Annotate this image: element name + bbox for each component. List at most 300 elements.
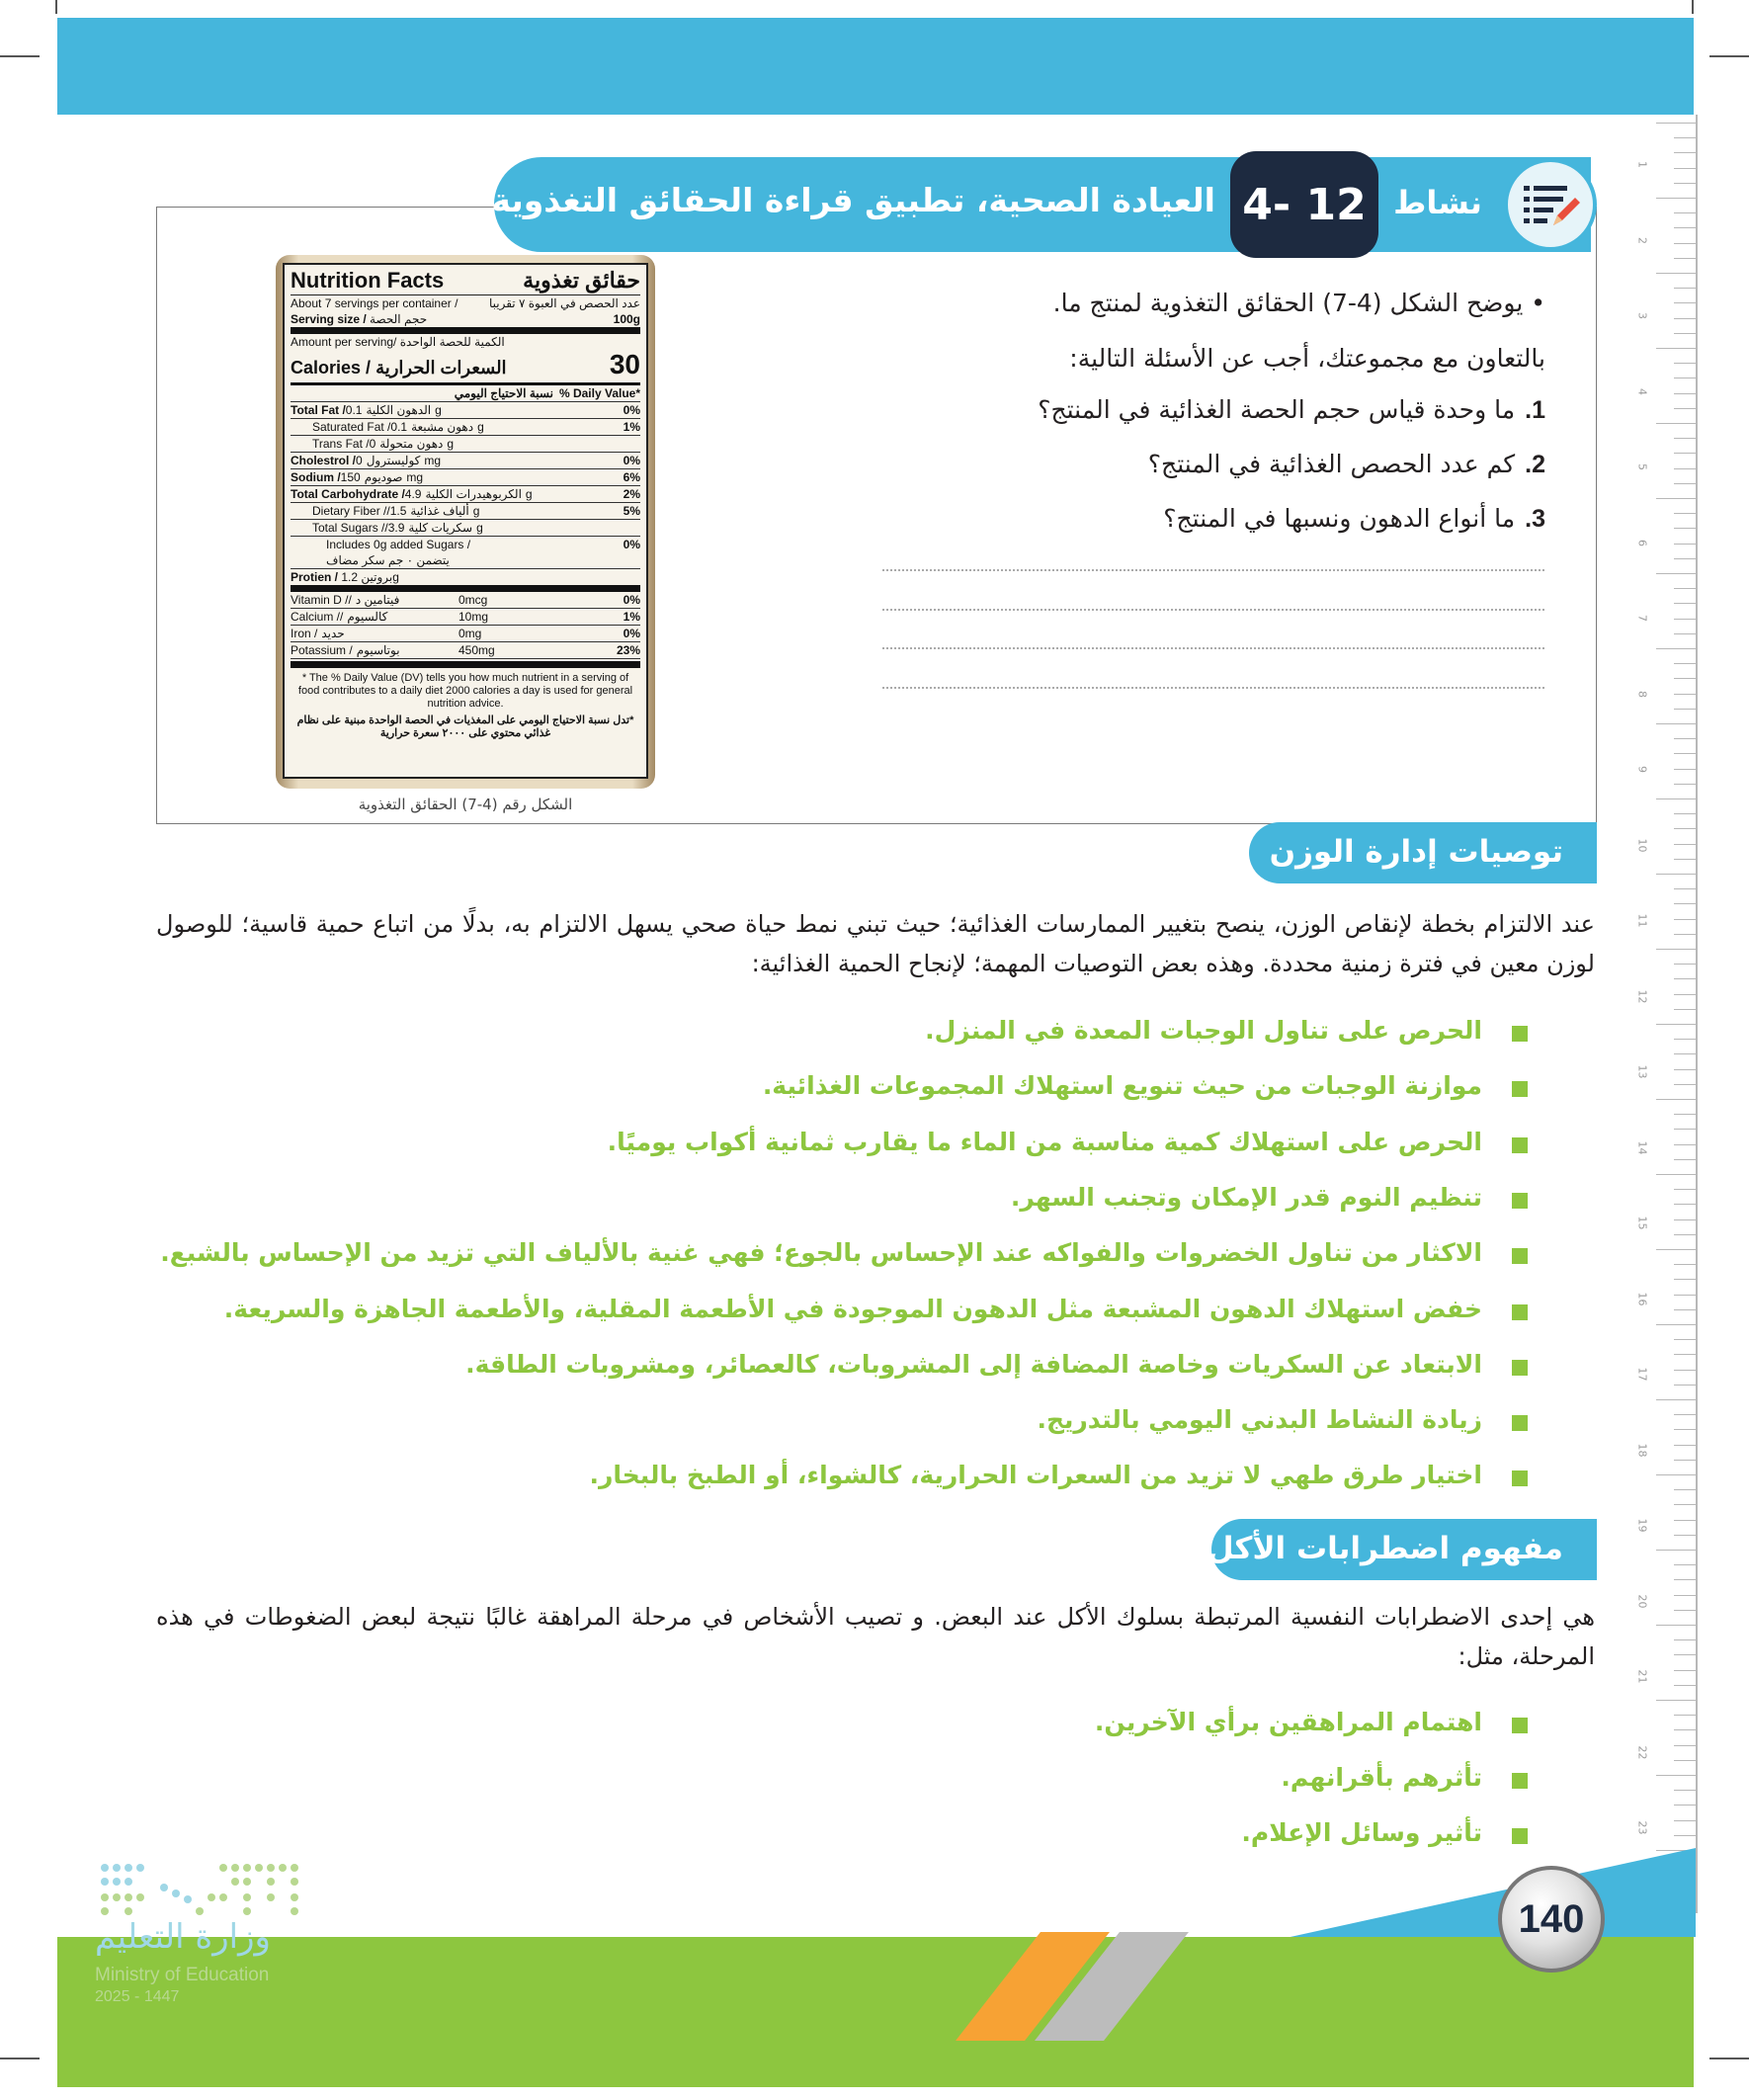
label-row-amount: 150mg — [340, 470, 424, 484]
ruler-tick — [1674, 1069, 1696, 1070]
ruler-tick — [1674, 318, 1696, 319]
label-mineral-name — [291, 642, 458, 658]
ruler-tick — [1674, 1370, 1696, 1371]
ruler-number: 11 — [1635, 913, 1649, 928]
label-footnote-en: * The % Daily Value (DV) tells you how much nutrient in a serving of food contributes to a daily diet 2000 calories a day is used for general nutrition advice. — [297, 672, 633, 710]
label-row — [291, 486, 640, 503]
ruler-tick — [1674, 1835, 1696, 1836]
ruler-number: 21 — [1635, 1669, 1649, 1684]
label-row-ar: كوليسترول — [366, 454, 421, 467]
ruler-tick — [1674, 1639, 1696, 1640]
label-mineral-amount: 450mg — [458, 643, 495, 657]
list-item: الحرص على استهلاك كمية مناسبة من الماء ما يقارب ثمانية أكواب يوميًا. — [607, 1127, 1482, 1156]
weight-section-title: توصيات إدارة الوزن — [1269, 834, 1563, 870]
ministry-name-ar: وزارة التعليم — [95, 1917, 271, 1957]
label-row-ar: سكريات كلية — [408, 521, 473, 535]
ruler-tick — [1674, 1670, 1696, 1671]
label-calories-ar: السعرات الحرارية — [375, 358, 507, 378]
label-mineral-amount: 0mcg — [458, 593, 488, 607]
ruler-tick — [1674, 528, 1696, 529]
label-amount-en: Amount per serving/ — [291, 335, 397, 349]
answer-line[interactable] — [882, 569, 1544, 571]
eating-section-title: مفهوم اضطرابات الأكل — [1207, 1531, 1563, 1566]
label-row-ar: الكربوهيدرات الكلية — [425, 487, 522, 501]
ruler-tick — [1656, 123, 1696, 124]
weight-section-header — [1249, 822, 1597, 883]
label-row-ar: صوديوم — [364, 470, 403, 484]
ruler-tick — [1674, 152, 1696, 153]
ruler-tick — [1656, 648, 1696, 649]
ruler-tick — [1656, 1775, 1696, 1776]
ruler-tick — [1674, 1295, 1696, 1296]
crop-mark — [1709, 55, 1749, 57]
ruler-tick — [1674, 212, 1696, 213]
question-text: كم عدد الحصص الغذائية في المنتج؟ — [1147, 450, 1516, 478]
ruler-tick — [1674, 694, 1696, 695]
label-calories-en: Calories / — [291, 358, 372, 378]
label-mineral-dv: 0% — [623, 627, 640, 640]
ruler-number: 4 — [1635, 387, 1649, 395]
ruler-tick — [1674, 1129, 1696, 1130]
ruler-tick — [1674, 288, 1696, 289]
label-amount — [291, 334, 640, 350]
ruler-tick — [1674, 258, 1696, 259]
ruler-tick — [1656, 273, 1696, 274]
label-row-amount: 0.1g — [390, 420, 484, 434]
eating-section-header — [1207, 1519, 1597, 1580]
question-number: 3. — [1525, 505, 1545, 533]
ruler-tick — [1674, 1414, 1696, 1415]
ruler-number: 22 — [1635, 1745, 1649, 1759]
label-row-ar: الدهون الكلية — [366, 403, 432, 417]
label-row — [291, 419, 640, 436]
bullet-square-icon — [1512, 1248, 1528, 1264]
label-row — [291, 402, 640, 419]
label-footnote-ar: *تدل نسبة الاحتياج اليومي على المغذيات في الحصة الواحدة مبنية على نظام غذائي محتوي على ٢٠٠٠ سعرة حرارية — [296, 714, 634, 739]
ruler-tick — [1674, 393, 1696, 394]
ruler-tick — [1674, 1385, 1696, 1386]
ruler-tick — [1674, 978, 1696, 979]
intro-bullet-line: • يوضح الشكل (4-7) الحقائق التغذوية لمنتج ما. — [1052, 289, 1545, 317]
ruler-tick — [1674, 784, 1696, 785]
ruler-tick — [1674, 1729, 1696, 1730]
ruler-tick — [1674, 1504, 1696, 1505]
ruler-number: 7 — [1635, 615, 1649, 622]
question-item — [1148, 450, 1545, 479]
bullet-square-icon — [1512, 1415, 1528, 1431]
ruler-tick — [1674, 903, 1696, 904]
label-protein-value: 1.2g — [341, 570, 399, 584]
label-row-en: Dietary Fiber // — [312, 504, 390, 518]
list-item: زيادة النشاط البدني اليومي بالتدريج. — [1037, 1405, 1482, 1435]
ruler-number: 16 — [1635, 1292, 1649, 1305]
ruler-number: 12 — [1635, 989, 1649, 1003]
ruler-tick — [1674, 1805, 1696, 1806]
label-mineral-en: Potassium / — [291, 643, 353, 657]
intro-bullet-text: يوضح الشكل (4-7) الحقائق التغذوية لمنتج ما. — [1052, 289, 1524, 317]
label-servings-ar: عدد الحصص في العبوة ٧ تقريبا — [488, 296, 640, 310]
label-calories — [291, 350, 640, 385]
ruler-tick — [1674, 888, 1696, 889]
list-item: الاكثار من تناول الخضروات والفواكه عند الإحساس بالجوع؛ فهي غنية بالألياف التي تزيد من الإحساس بالشبع. — [160, 1238, 1482, 1268]
label-row-ar: ألياف غذائية — [410, 504, 469, 518]
crop-mark — [0, 2058, 40, 2059]
bullet-square-icon — [1512, 1081, 1528, 1097]
list-item: اختيار طرق طهي لا تزيد من السعرات الحرارية، كالشواء، أو الطبخ بالبخار. — [589, 1461, 1482, 1490]
ruler-tick — [1674, 859, 1696, 860]
ruler-tick — [1674, 483, 1696, 484]
label-row — [291, 469, 640, 486]
label-mineral-ar: كالسيوم — [347, 610, 388, 624]
label-mineral-row — [291, 626, 640, 642]
label-mineral-en: Calcium // — [291, 610, 344, 624]
ministry-year: 2025 - 1447 — [95, 1988, 180, 2005]
ruler-tick — [1674, 1234, 1696, 1235]
answer-line[interactable] — [882, 687, 1544, 689]
label-row — [291, 520, 640, 537]
question-text: ما أنواع الدهون ونسبها في المنتج؟ — [1163, 504, 1516, 533]
ruler-tick — [1674, 964, 1696, 965]
label-servings — [291, 295, 640, 311]
crop-mark — [0, 55, 40, 57]
ruler-tick — [1674, 1445, 1696, 1446]
top-color-band — [57, 18, 1694, 115]
weight-paragraph: عند الالتزام بخطة لإنقاص الوزن، ينصح بتغيير الممارسات الغذائية؛ حيث تبني نمط حياة صحي يسهل الالتزام به، بدلًا من اتباع حمية قاسية؛ للوصول لوزن معين في فترة زمنية محددة. وهذه بعض التوصيات المهمة؛ لإنجاح الحمية الغذائية: — [156, 910, 1595, 977]
ruler-tick — [1674, 453, 1696, 454]
ruler-tick — [1674, 1264, 1696, 1265]
intro-instruction: بالتعاون مع مجموعتك، أجب عن الأسئلة التالية: — [1069, 344, 1545, 373]
crop-mark — [55, 0, 57, 14]
ruler-tick — [1674, 844, 1696, 845]
label-row-name — [312, 436, 454, 452]
ruler-tick — [1674, 1339, 1696, 1340]
ruler-tick — [1656, 874, 1696, 875]
label-row-dv: 5% — [623, 504, 640, 518]
ruler-tick — [1656, 423, 1696, 424]
bullet-square-icon — [1512, 1773, 1528, 1789]
label-row-amount: 1.5g — [389, 504, 480, 518]
label-mineral-amount: 0mg — [458, 627, 482, 640]
ruler-tick — [1674, 1204, 1696, 1205]
ruler-tick — [1674, 1610, 1696, 1611]
label-added-sugars-ar: يتضمن ٠ جم سكر مضاف — [326, 553, 450, 567]
ruler-tick — [1656, 1249, 1696, 1250]
bullet-square-icon — [1512, 1026, 1528, 1042]
ruler-number: 2 — [1635, 236, 1649, 244]
crop-mark — [1709, 2058, 1749, 2059]
ruler-tick — [1674, 1820, 1696, 1821]
label-mineral-row — [291, 592, 640, 609]
ruler-tick — [1674, 1760, 1696, 1761]
ruler-tick — [1674, 1715, 1696, 1716]
ruler-tick — [1674, 603, 1696, 604]
ruler-number: 13 — [1635, 1064, 1649, 1079]
eating-paragraph: هي إحدى الاضطرابات النفسية المرتبطة بسلوك الأكل عند البعض. و تصيب الأشخاص في مرحلة المراهقة غالبًا نتيجة لبعض الضغوطات في هذه المرحلة، مثل: — [156, 1603, 1595, 1670]
label-row-name — [291, 453, 441, 468]
label-mineral-ar: فيتامين د — [355, 593, 400, 607]
label-row-name — [291, 486, 533, 502]
page-number: 140 — [1518, 1896, 1585, 1941]
ruler-tick — [1656, 1399, 1696, 1400]
checklist-pencil-icon — [1504, 158, 1597, 251]
ruler-tick — [1674, 738, 1696, 739]
label-row-en: Cholestrol / — [291, 454, 357, 467]
label-mineral-dv: 0% — [623, 593, 640, 607]
label-row-amount: 0mg — [356, 454, 442, 467]
label-row-en: Sodium / — [291, 470, 341, 484]
ministry-name-en: Ministry of Education — [95, 1965, 270, 1985]
ruler-number: 10 — [1635, 838, 1649, 852]
label-row-ar: دهون مشبعة — [411, 420, 474, 434]
list-item: الابتعاد عن السكريات وخاصة المضافة إلى المشروبات، كالعصائر، ومشروبات الطاقة. — [465, 1349, 1482, 1379]
ruler-number: 14 — [1635, 1140, 1649, 1154]
ruler-tick — [1656, 498, 1696, 499]
label-row-ar: دهون متحولة — [379, 437, 444, 451]
answer-line[interactable] — [882, 609, 1544, 611]
label-row-name — [291, 402, 442, 418]
label-mineral-dv: 1% — [623, 610, 640, 624]
ruler-tick — [1674, 227, 1696, 228]
activity-title — [491, 181, 1215, 219]
bullet-square-icon — [1512, 1304, 1528, 1320]
ruler-number: 5 — [1635, 463, 1649, 470]
label-dv-ar: نسبة الاحتياج اليومي — [454, 386, 553, 400]
question-number: 2. — [1525, 451, 1545, 478]
ruler-tick — [1674, 1144, 1696, 1145]
side-ruler — [1626, 115, 1696, 1913]
ruler-tick — [1674, 813, 1696, 814]
ruler-tick — [1656, 1174, 1696, 1175]
label-added-sugars — [291, 537, 640, 569]
label-row-amount: 0.1g — [345, 403, 442, 417]
ruler-tick — [1674, 994, 1696, 995]
label-row — [291, 436, 640, 453]
label-mineral-name — [291, 592, 458, 608]
label-mineral-ar: بوتاسيوم — [356, 643, 400, 657]
ruler-number: 20 — [1635, 1594, 1649, 1608]
label-mineral-amount: 10mg — [458, 610, 489, 624]
ruler-tick — [1674, 1009, 1696, 1010]
label-calories-value: 30 — [609, 349, 640, 379]
ruler-tick — [1656, 949, 1696, 950]
label-row-amount: 0g — [369, 437, 455, 451]
label-row — [291, 453, 640, 469]
label-divider — [291, 661, 640, 668]
bullet-square-icon — [1512, 1470, 1528, 1486]
ruler-tick — [1674, 558, 1696, 559]
ruler-tick — [1656, 1474, 1696, 1475]
label-row-dv: 6% — [623, 470, 640, 484]
page-number-badge — [1498, 1866, 1605, 1973]
label-row-dv: 2% — [623, 487, 640, 501]
label-mineral-en: Vitamin D // — [291, 593, 352, 607]
ruler-number: 18 — [1635, 1443, 1649, 1457]
ruler-tick — [1674, 243, 1696, 244]
ruler-tick — [1656, 1625, 1696, 1626]
ruler-number: 3 — [1635, 312, 1649, 319]
label-dv-header — [291, 385, 640, 402]
label-title-ar: حقائق تغذوية — [523, 268, 640, 293]
activity-label: نشاط — [1393, 184, 1482, 221]
ruler-tick — [1656, 1550, 1696, 1551]
label-row-amount: 3.9g — [387, 521, 483, 535]
ruler-tick — [1656, 798, 1696, 799]
ruler-tick — [1656, 198, 1696, 199]
list-item: خفض استهلاك الدهون المشبعة مثل الدهون الموجودة في الأطعمة المقلية، والأطعمة الجاهزة والسريعة. — [223, 1294, 1482, 1323]
ruler-number: 15 — [1635, 1216, 1649, 1230]
label-mineral-dv: 23% — [616, 643, 640, 657]
ruler-tick — [1674, 934, 1696, 935]
question-text: ما وحدة قياس حجم الحصة الغذائية في المنتج؟ — [1038, 395, 1516, 424]
ruler-tick — [1674, 1535, 1696, 1536]
activity-title-rest: تطبيق قراءة الحقائق التغذوية — [491, 181, 976, 219]
ruler-tick — [1656, 723, 1696, 724]
label-protein — [291, 569, 640, 592]
label-row-name — [312, 503, 479, 519]
ruler-tick — [1674, 919, 1696, 920]
label-row-name — [312, 520, 483, 536]
ruler-tick — [1674, 1489, 1696, 1490]
bullet-square-icon — [1512, 1718, 1528, 1733]
label-row-en: Total Fat / — [291, 403, 346, 417]
label-mineral-name — [291, 609, 458, 625]
ruler-tick — [1674, 1189, 1696, 1190]
label-mineral-en: Iron / — [291, 627, 318, 640]
ruler-tick — [1674, 1745, 1696, 1746]
label-row-name — [312, 419, 484, 435]
question-item — [1038, 395, 1545, 425]
label-servings-en: About 7 servings per container / — [291, 296, 458, 310]
ruler-tick — [1674, 588, 1696, 589]
list-item: تأثرهم بأقرانهم. — [1281, 1763, 1482, 1792]
ruler-tick — [1656, 573, 1696, 574]
label-row-en: Total Carbohydrate / — [291, 487, 405, 501]
ruler-tick — [1674, 363, 1696, 364]
ruler-tick — [1674, 1354, 1696, 1355]
ruler-number: 23 — [1635, 1820, 1649, 1835]
label-row-name — [291, 469, 423, 485]
footer-blue-wedge — [1176, 1848, 1696, 1937]
activity-title-bold: العيادة الصحية، — [975, 181, 1215, 219]
bullet-square-icon — [1512, 1193, 1528, 1209]
ruler-spine — [1696, 115, 1698, 1913]
ruler-tick — [1674, 168, 1696, 169]
ruler-tick — [1674, 1460, 1696, 1461]
ruler-tick — [1674, 663, 1696, 664]
label-row-en: Total Sugars // — [312, 521, 388, 535]
ruler-tick — [1674, 1564, 1696, 1565]
ruler-tick — [1674, 1579, 1696, 1580]
ruler-tick — [1674, 438, 1696, 439]
ruler-tick — [1674, 619, 1696, 620]
ruler-tick — [1674, 633, 1696, 634]
label-serving-size-ar: حجم الحصة — [370, 312, 428, 326]
ruler-tick — [1656, 348, 1696, 349]
list-item: الحرص على تناول الوجبات المعدة في المنزل. — [925, 1016, 1482, 1045]
bullet-square-icon — [1512, 1360, 1528, 1376]
ruler-tick — [1674, 1219, 1696, 1220]
activity-number: 4- 12 — [1230, 151, 1378, 258]
label-nutrient-rows — [291, 402, 640, 537]
label-row-dv: 0% — [623, 403, 640, 417]
ruler-tick — [1674, 302, 1696, 303]
ruler-tick — [1674, 828, 1696, 829]
ruler-number: 19 — [1635, 1518, 1649, 1533]
footer-green-band — [57, 1937, 1694, 2087]
label-row-dv: 1% — [623, 420, 640, 434]
nutrition-facts-label — [283, 263, 648, 779]
ruler-tick — [1674, 1084, 1696, 1085]
ruler-number: 8 — [1635, 690, 1649, 698]
ruler-tick — [1674, 709, 1696, 710]
ruler-number: 1 — [1635, 161, 1649, 168]
label-protein-ar: بروتين — [361, 570, 393, 584]
ruler-number: 9 — [1635, 766, 1649, 773]
label-amount-ar: الكمية للحصة الواحدة — [399, 335, 505, 349]
ruler-tick — [1674, 1654, 1696, 1655]
ruler-tick — [1674, 1039, 1696, 1040]
list-item: تأثير وسائل الإعلام. — [1241, 1818, 1482, 1847]
ruler-tick — [1674, 1279, 1696, 1280]
label-mineral-name — [291, 626, 458, 641]
ruler-tick — [1674, 468, 1696, 469]
bullet-square-icon — [1512, 1137, 1528, 1153]
ruler-tick — [1656, 1700, 1696, 1701]
label-added-sugars-dv: 0% — [623, 538, 640, 551]
label-serving-size — [291, 311, 640, 334]
question-item — [1163, 504, 1545, 534]
label-title — [291, 267, 640, 295]
label-mineral-rows — [291, 592, 640, 659]
ruler-tick — [1674, 1159, 1696, 1160]
ruler-number: 6 — [1635, 539, 1649, 546]
answer-line[interactable] — [882, 647, 1544, 649]
label-row-dv: 0% — [623, 454, 640, 467]
ruler-tick — [1674, 183, 1696, 184]
ruler-number: 17 — [1635, 1367, 1649, 1382]
ruler-tick — [1656, 1324, 1696, 1325]
ruler-tick — [1674, 1595, 1696, 1596]
ruler-tick — [1674, 1429, 1696, 1430]
ruler-tick — [1674, 1520, 1696, 1521]
label-mineral-row — [291, 609, 640, 626]
ruler-tick — [1656, 1024, 1696, 1025]
label-protein-en: Protien / — [291, 570, 339, 584]
label-serving-size-en: Serving size / — [291, 312, 367, 326]
ruler-tick — [1674, 769, 1696, 770]
bullet-square-icon — [1512, 1828, 1528, 1844]
crop-mark — [1692, 0, 1694, 14]
label-row-amount: 4.9g — [404, 487, 533, 501]
ruler-tick — [1674, 753, 1696, 754]
ruler-tick — [1674, 1053, 1696, 1054]
label-title-en: Nutrition Facts — [291, 268, 445, 293]
ruler-tick — [1674, 513, 1696, 514]
label-row-en: Trans Fat / — [312, 437, 370, 451]
label-mineral-ar: حديد — [321, 627, 345, 640]
ruler-tick — [1674, 544, 1696, 545]
ruler-tick — [1674, 1309, 1696, 1310]
ruler-tick — [1674, 678, 1696, 679]
question-number: 1. — [1525, 396, 1545, 424]
ruler-tick — [1674, 333, 1696, 334]
ruler-tick — [1674, 408, 1696, 409]
label-dv-en: % Daily Value* — [558, 386, 640, 400]
list-item: تنظيم النوم قدر الإمكان وتجنب السهر. — [1010, 1182, 1482, 1212]
label-row — [291, 503, 640, 520]
figure-caption: الشكل رقم (4-7) الحقائق التغذوية — [358, 796, 573, 813]
list-item: موازنة الوجبات من حيث تنويع استهلاك المجموعات الغذائية. — [762, 1071, 1482, 1101]
